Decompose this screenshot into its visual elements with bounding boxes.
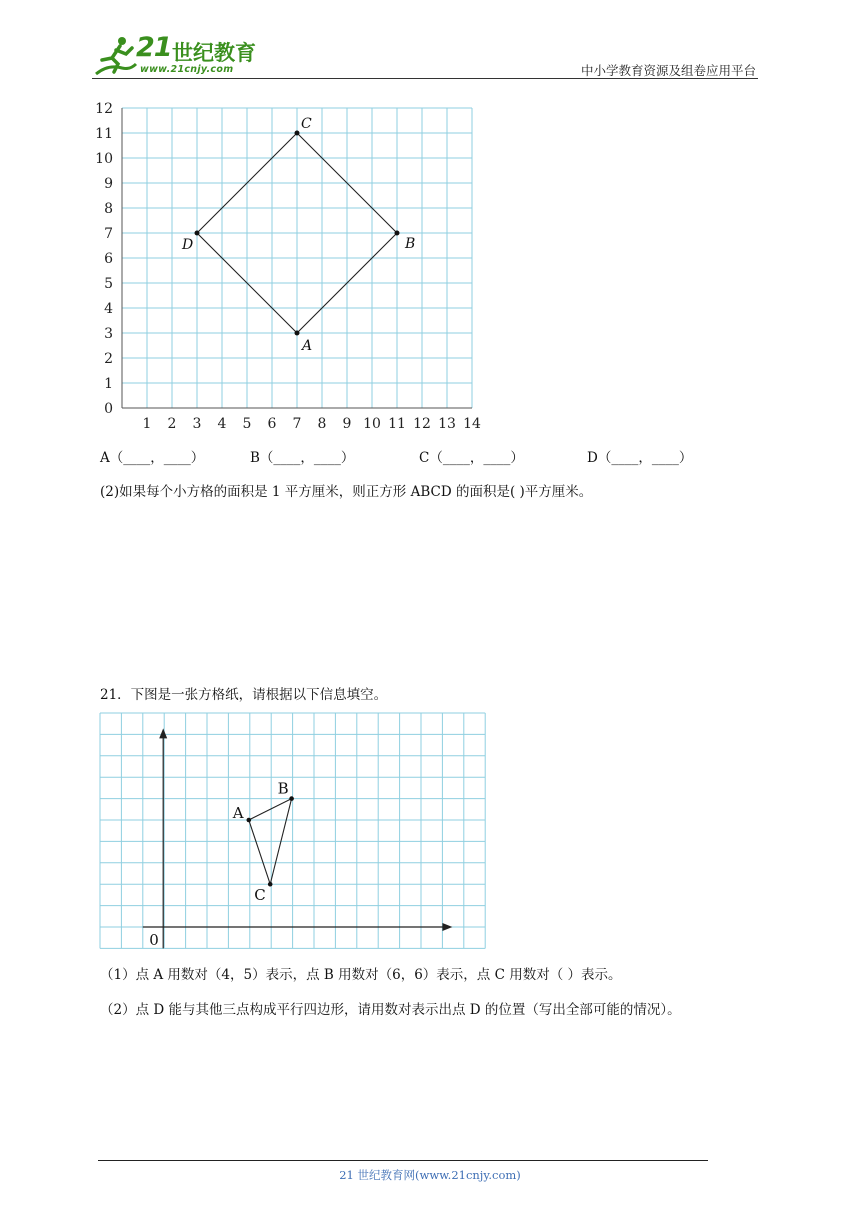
question-21-part2: （2）点 D 能与其他三点构成平行四边形，请用数对表示出点 D 的位置（写出全部可能的情况）。 <box>100 1002 681 1018</box>
origin-label: 0 <box>149 931 159 949</box>
point-a <box>247 818 252 823</box>
x-tick-label: 6 <box>267 416 277 432</box>
point-label-d: D <box>182 237 194 253</box>
y-tick-label: 5 <box>104 276 113 292</box>
header-platform-text: 中小学教育资源及组卷应用平台 <box>580 63 756 78</box>
y-tick-label: 12 <box>95 101 113 117</box>
point-a <box>295 331 300 336</box>
footer-divider <box>98 1160 708 1161</box>
logo-url: www.21cnjy.com <box>140 64 234 75</box>
point-c <box>268 882 273 887</box>
x-axis-arrow-icon <box>442 923 452 931</box>
answer-blank-c[interactable]: C（____，____） <box>419 450 524 466</box>
point-b <box>395 231 400 236</box>
x-tick-label: 3 <box>192 416 202 432</box>
y-tick-label: 0 <box>104 401 113 417</box>
x-tick-label: 8 <box>317 416 327 432</box>
y-tick-label: 3 <box>104 326 113 342</box>
y-tick-label: 8 <box>104 201 113 217</box>
x-tick-label: 4 <box>217 416 227 432</box>
answer-blank-d[interactable]: D（____，____） <box>587 450 693 466</box>
site-logo <box>92 34 262 78</box>
x-tick-label: 2 <box>167 416 177 432</box>
runner-logo-icon <box>92 34 138 78</box>
x-tick-label: 9 <box>342 416 352 432</box>
y-tick-label: 1 <box>104 376 113 392</box>
logo-text: 世纪教育 <box>172 41 256 65</box>
point-label-c: C <box>301 116 312 132</box>
y-tick-label: 11 <box>95 126 113 142</box>
answer-blank-a[interactable]: A（____，____） <box>100 450 205 466</box>
grid-paper-figure <box>98 711 488 951</box>
y-tick-label: 2 <box>104 351 113 367</box>
answer-blank-b[interactable]: B（____，____） <box>250 450 355 466</box>
y-tick-label: 4 <box>104 301 113 317</box>
question-21-title: 21．下图是一张方格纸，请根据以下信息填空。 <box>100 687 388 703</box>
point-label-a: A <box>302 338 313 354</box>
x-tick-label: 11 <box>388 416 406 432</box>
x-tick-label: 5 <box>242 416 252 432</box>
y-tick-label: 10 <box>95 151 113 167</box>
x-tick-label: 7 <box>292 416 302 432</box>
y-axis-arrow-icon <box>159 728 167 738</box>
question-20-part2: (2)如果每个小方格的面积是 1 平方厘米，则正方形 ABCD 的面积是( )平方厘米。 <box>100 484 593 500</box>
point-label-b: B <box>277 779 289 798</box>
question-21-part1: （1）点 A 用数对（4，5）表示，点 B 用数对（6，6）表示，点 C 用数对（ ）表示。 <box>100 967 622 983</box>
logo-number: 21 <box>136 32 172 63</box>
footer-link[interactable]: 21 世纪教育网(www.21cnjy.com) <box>339 1168 521 1182</box>
x-tick-label: 12 <box>413 416 431 432</box>
point-c <box>295 131 300 136</box>
y-tick-label: 6 <box>104 251 113 267</box>
x-tick-label: 1 <box>142 416 152 432</box>
point-d <box>195 231 200 236</box>
point-label-a: A <box>232 804 244 822</box>
point-b <box>289 796 294 801</box>
y-tick-label: 9 <box>104 176 113 192</box>
x-tick-label: 14 <box>463 416 481 432</box>
header-divider <box>92 78 758 79</box>
x-tick-label: 13 <box>438 416 456 432</box>
coordinate-grid-figure <box>90 98 500 438</box>
point-label-b: B <box>405 236 416 252</box>
y-tick-label: 7 <box>104 226 113 242</box>
point-label-c: C <box>254 886 266 905</box>
x-tick-label: 10 <box>363 416 381 432</box>
